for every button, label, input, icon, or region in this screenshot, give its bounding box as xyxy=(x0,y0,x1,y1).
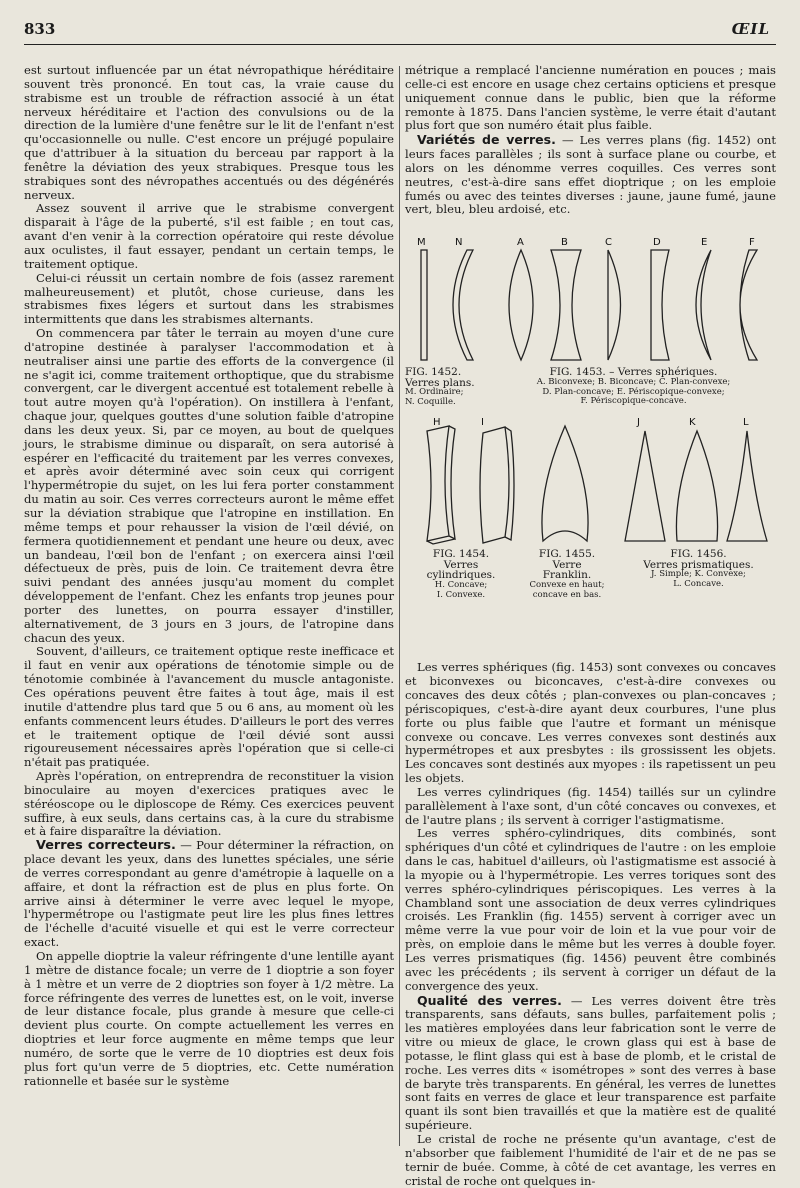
lens-d-plan-concave xyxy=(651,250,669,360)
paragraph: Les verres cylindriques (fig. 1454) taillés sur un cylindre parallèlement à l'axe sont, d'un côté concaves ou convexes, et de l'autre plans ; ils servent à corriger l'astigmatisme. xyxy=(405,784,776,827)
fig-1452-name: Verres plans. xyxy=(405,376,475,389)
section-heading-verres-correcteurs: Verres correcteurs. xyxy=(36,838,176,854)
figure-letter-h: H xyxy=(433,417,441,429)
lens-h-cylindrique-concave xyxy=(427,426,449,541)
paragraph: Les verres sphériques (fig. 1453) sont convexes ou concaves et biconvexes ou biconcaves, c'est-à-dire convexes ou concaves des deux côtés ; plan-convexes ou plan-concaves ; périscopiques, c'est-à-dire ayant deux courbures, l'une plus forte ou plus faible que l'autre et formant un ménisque convexe ou concave. Les verres convexes sont destinés aux hypermétropes et aux presbytes : ils grossissent les objets. Les concaves sont destinés aux myopes : ils rapetissent un peu les objets. xyxy=(405,660,776,786)
fig-1453-legend: F. Périscopique-concave. xyxy=(580,396,687,407)
column-rule xyxy=(399,66,400,1146)
fig-1455-name: Verre xyxy=(552,558,582,571)
paragraph: On appelle dioptrie la valeur réfringente d'une lentille ayant 1 mètre de distance focale; un verre de 1 dioptrie a son foyer à 1 mètre et un verre de 2 dioptries son foyer à 1/2 mètre. La force réfringente des verres de lunettes est, on le voit, inverse de leur distance focale, plus grande à mesure que celle-ci devient plus courte. On compte actuellement les verres en dioptries et leur force augmente en même temps que leur numéro, de sorte que le verre de 10 dioptries est deux fois plus fort qu'un verre de 5 dioptries, etc. Cette numération rationnelle et basée sur le système xyxy=(24,949,394,1088)
figure-letter-e: E xyxy=(701,237,708,249)
figure-letter-n: N xyxy=(455,237,463,249)
paragraph: Assez souvent il arrive que le strabisme convergent disparait à l'âge de la puberté, s'il est faible ; en tout cas, avant d'en venir à la correction opératoire qui reste dévolue aux oculistes, il faut essayer, pendant un certain temps, le traitement optique. xyxy=(24,201,394,271)
figure-letter-l: L xyxy=(743,417,749,429)
fig-1454-legend: I. Convexe. xyxy=(436,589,486,600)
fig-1456-legend: L. Concave. xyxy=(673,579,724,590)
fig-1453-caption xyxy=(491,367,776,407)
fig-1456-name: Verres prismatiques. xyxy=(643,558,754,571)
right-column xyxy=(405,64,776,1188)
paragraph-text: — Les verres doivent être très transparents, sans défauts, sans bulles, parfaitement polis ; les matières employées dans leur fabrication sont le verre de vitre ou mieux de glace, le crown glass qui est à base de potasse, le flint glass qui est à base de plomb, et le cristal de roche. Les verres dits « isométropes » sont des verres à base de baryte très transparents. En général, les verres de lunettes sont faits en verres de glace et leur transparence est parfaite quant ils sont bien travaillés et que la matière est de qualité supérieure. xyxy=(405,993,776,1133)
fig-1456-legend: J. Simple; K. Convexe; xyxy=(651,569,746,580)
fig-1453-title: FIG. 1453. – Verres sphériques. xyxy=(549,366,718,379)
left-column xyxy=(24,64,394,1088)
lens-h-edge xyxy=(449,426,455,539)
figure-letter-a: A xyxy=(517,237,524,249)
paragraph xyxy=(24,839,394,950)
fig-1454-name: Verres xyxy=(443,558,479,571)
fig-1453-legend: A. Biconvexe; B. Biconcave; C. Plan-convexe; xyxy=(536,376,731,387)
fig-1456-caption xyxy=(621,549,776,590)
paragraph-text: — Pour déterminer la réfraction, on place devant les yeux, dans des lunettes spéciales, une série de verres correspondant au genre d'amétropie à laquelle on a affaire, et dont la réfraction est de plus en plus forte. On arrive ainsi à déterminer le verre avec lequel le myope, l'hypermétrope ou l'astigmate peut lire les plus fines lettres de l'échelle d'acuité visuelle et qui est le verre correcteur exact. xyxy=(24,838,395,950)
paragraph: Après l'opération, on entreprendra de reconstituer la vision binoculaire au moyen d'exercices pratiques avec le stéréoscope ou le diploscope de Rémy. Ces exercices peuvent suffire, à eux seuls, dans certains cas, à la cure du strabisme et à faire disparaître la déviation. xyxy=(24,769,394,839)
figure-letter-j: J xyxy=(637,417,640,429)
section-heading-qualite: Qualité des verres. xyxy=(417,992,562,1008)
fig-1455-legend: Convexe en haut; xyxy=(529,579,605,590)
fig-1454-caption xyxy=(405,549,517,600)
fig-1455-title: FIG. 1455. xyxy=(538,548,596,561)
lens-b-biconcave xyxy=(551,250,581,360)
paragraph xyxy=(405,994,776,1133)
fig-1455-name: Franklin. xyxy=(542,569,592,582)
paragraph: est surtout influencée par un état névropathique héréditaire souvent très prononcé. En tout cas, la vraie cause du strabisme est un trouble de réfraction associé à un état nerveux héréditaire et l'action des convulsions ou de la direction de la lumière d'une fenêtre sur le lit de l'enfant n'est qu'occasionnelle ou nulle. C'est encore un préjugé populaire que d'attribuer à la situation du berceau par rapport à la fenêtre la déviation des yeux strabiques. Presque tous les strabiques sont des névropathes accentués ou des dégénérés nerveux. xyxy=(24,63,394,202)
paragraph xyxy=(405,133,776,217)
figure-letter-k: K xyxy=(689,417,696,429)
fig-1456-title: FIG. 1456. xyxy=(670,548,727,561)
figure-letter-i: I xyxy=(481,417,484,429)
paragraph: métrique a remplacé l'ancienne numération en pouces ; mais celle-ci est encore en usage chez certains opticiens et presque uniquement connue dans le public, bien que la réforme remonte à 1875. Dans l'ancien système, le verre était d'autant plus fort que son numéro était plus faible. xyxy=(405,63,776,133)
paragraph: Le cristal de roche ne présente qu'un avantage, c'est de n'absorber que faiblement l'humidité de l'air et de ne pas se ternir de buée. Comme, à côté de cet avantage, les verres en cristal de roche ont quelques in- xyxy=(405,1131,776,1188)
lens-a-biconvexe xyxy=(509,250,533,360)
figure-letter-c: C xyxy=(605,237,612,249)
lens-n-coquille xyxy=(453,250,473,360)
section-heading-varietes: Variétés de verres. xyxy=(417,132,556,148)
lens-j-prisme-simple xyxy=(625,431,665,541)
fig-1455-caption xyxy=(523,549,611,600)
fig-1454-legend: H. Concave; xyxy=(434,579,488,590)
page-number: 833 xyxy=(24,20,56,38)
paragraph: Les verres sphéro-cylindriques, dits combinés, sont sphériques d'un côté et cylindriques de l'autre : on les emploie dans le cas, habituel d'ailleurs, où l'astigmatisme est associé à la myopie ou à l'hypermétropie. Les verres toriques sont des verres sphéro-cylindriques périscopiques. Les verres à la Chambland sont une association de deux verres cylindriques croisés. Les Franklin (fig. 1455) servent à corriger avec un même verre la vue pour voir de loin et la vue pour voir de près, on emploie dans le même but les verres à double foyer. Les verres prismatiques (fig. 1456) peuvent être combinés avec les précédents ; ils servent à corriger un défaut de la convergence des yeux. xyxy=(405,826,776,993)
paragraph: Celui-ci réussit un certain nombre de fois (assez rarement malheureusement) et plutôt, chose curieuse, dans les strabismes fixes légers et surtout dans les strabismes intermittents que dans les strabismes alternants. xyxy=(24,270,394,327)
paragraph-text: — Les verres plans (fig. 1452) ont leurs faces parallèles ; ils sont à surface plane ou courbe, et alors on les dénomme verres coquilles. Ces verres sont neutres, c'est-à-dire sans effet dioptrique ; on les emploie fumés ou avec des teintes diverses : jaune, jaune fumé, jaune vert, bleu, bleu ardoisé, etc. xyxy=(405,133,776,217)
fig-1454-name: cylindriques. xyxy=(426,569,496,582)
fig-1455-legend: concave en bas. xyxy=(532,589,602,600)
paragraph: Souvent, d'ailleurs, ce traitement optique reste inefficace et il faut en venir aux opérations de ténotomie simple ou de ténotomie combinée à l'avancement du muscle antagoniste. Ces opérations peuvent être faites à tout âge, mais il est inutile d'attendre plus tard que 5 ou 6 ans, au moment où les enfants commencent leurs études. D'ailleurs le port des verres et le traitement optique de l'œil dévié sont aussi rigoureusement nécessaires après l'opération que si celle-ci n'était pas pratiquée. xyxy=(24,644,394,770)
figure-letter-m: M xyxy=(417,237,426,249)
fig-1452-legend: M. Ordinaire; xyxy=(405,387,464,398)
lens-e-periscopique-convexe xyxy=(696,250,711,360)
paragraph: On commencera par tâter le terrain au moyen d'une cure d'atropine destinée à paralyser l'accommodation et à neutraliser ainsi une partie des efforts de la convergence (il ne s'agit ici, comme traitement orthoptique, que du strabisme convergent, car le divergent accentué est totalement rebelle à tout autre moyen qu'à l'opération). On instillera à l'enfant, chaque jour, quelques gouttes d'une solution faible d'atropine dans les deux yeux. Si, par ce moyen, au bout de quelques jours, le strabisme diminue ou disparaît, on sera autorisé à espérer en l'efficacité du traitement par les verres convexes, et après avoir déterminé avec soin ceux qui corrigent l'hypermétropie du sujet, on les lui fera porter constamment du matin au soir. Ces verres correcteurs auront le même effet sur la déviation strabique que l'atropine en instillation. En même temps et pour rehausser la vision de l'œil dévié, on fermera quotidiennement et pendant une heure ou deux, avec un bandeau, l'œil bon de l'enfant ; on exercera ainsi l'œil défectueux de près, puis de loin. Ce traitement devra être suivi pendant des années jusqu'au moment du complet développement de l'enfant. Chez les enfants trop jeunes pour porter des lunettes, on pourra essayer d'instiller, alternativement, de 3 jours en 3 jours, de l'atropine dans chacun des yeux. xyxy=(24,326,394,645)
fig-1452-caption xyxy=(405,367,477,408)
lens-m-plan-ordinaire xyxy=(421,250,427,360)
running-head: ŒIL xyxy=(731,20,770,38)
page-header xyxy=(24,20,776,45)
fig-1453-legend: D. Plan-concave; E. Périscopique-convexe; xyxy=(542,386,725,397)
lens-l-prisme-concave xyxy=(727,431,767,541)
figures-block xyxy=(405,221,776,655)
figure-letter-f: F xyxy=(749,237,755,249)
fig-1454-title: FIG. 1454. xyxy=(432,548,490,561)
lens-i-cylindrique-convexe xyxy=(480,427,509,543)
figure-letter-b: B xyxy=(561,237,568,249)
fig-1452-title: FIG. 1452. xyxy=(405,366,462,379)
lens-franklin xyxy=(542,426,588,541)
lens-c-plan-convexe xyxy=(608,250,621,360)
fig-1452-legend: N. Coquille. xyxy=(405,397,456,408)
lens-f-periscopique-concave xyxy=(740,250,757,360)
figure-letter-d: D xyxy=(653,237,661,249)
lens-k-prisme-convexe xyxy=(676,431,717,541)
